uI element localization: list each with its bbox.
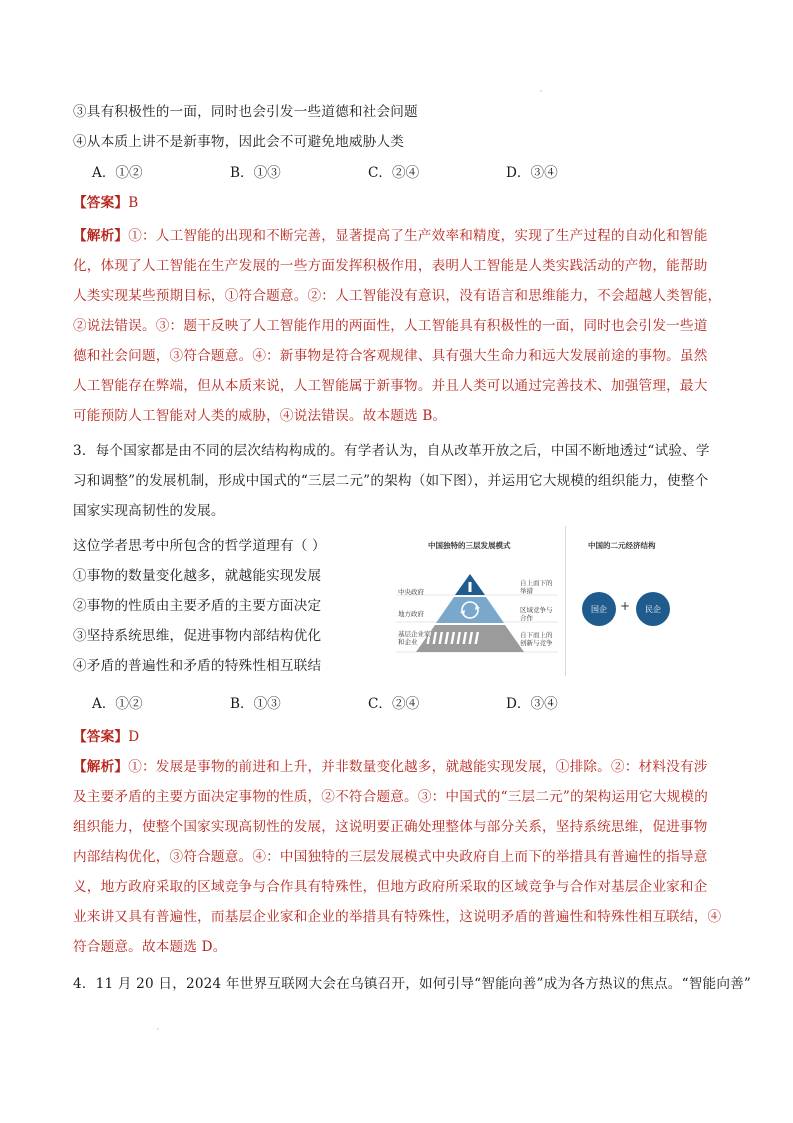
question3-analysis-line: 及主要矛盾的主要方面决定事物的性质，②不符合题意。③：中国式的“三层二元”的架构运用它大规模的 bbox=[73, 789, 709, 805]
question3-analysis-line bbox=[73, 757, 708, 777]
choice-c: C．②④ bbox=[368, 165, 420, 181]
question3-answer bbox=[73, 727, 139, 747]
question2-answer bbox=[73, 193, 138, 213]
question3-prompt: 这位学者思考中所包含的哲学道理有（ ） bbox=[73, 538, 326, 554]
private-enterprise-circle: 民企 bbox=[636, 592, 670, 626]
answer-value: B bbox=[128, 195, 139, 211]
state-enterprise-circle: 国企 bbox=[582, 592, 616, 626]
question2-option-3: ③具有积极性的一面，同时也会引发一些道德和社会问题 bbox=[73, 104, 418, 120]
many-bars-icon bbox=[426, 632, 479, 644]
question3-option-4: ④矛盾的普遍性和矛盾的特殊性相互联结 bbox=[73, 658, 322, 674]
plus-sign: + bbox=[620, 599, 631, 613]
choice-d: D．③④ bbox=[506, 696, 558, 712]
question3-option-2: ②事物的性质由主要矛盾的主要方面决定 bbox=[73, 598, 322, 614]
figure-right-title: 中国的二元经济结构 bbox=[588, 541, 656, 550]
question2-analysis-line: 化，体现了人工智能在生产发展的一些方面发挥积极作用，表明人工智能是人类实践活动的产物，能帮助 bbox=[73, 258, 708, 274]
question4-stem: 4．11 月 20 日，2024 年世界互联网大会在乌镇召开，如何引导“智能向善”成为各方热议的焦点。“智能向善” bbox=[73, 976, 752, 992]
question3-stem: 习和调整”的发展机制，形成中国式的“三层二元”的架构（如下图），并运用它大规模的组织能力，使整个 bbox=[73, 473, 709, 489]
question3-option-1: ①事物的数量变化越多，就越能实现发展 bbox=[73, 568, 322, 584]
single-bar-icon bbox=[469, 582, 472, 592]
label-central-government: 中央政府 bbox=[398, 588, 424, 596]
question3-stem: 3．每个国家都是由不同的层次结构构成的。有学者认为，自从改革开放之后，中国不断地透过“试验、学 bbox=[73, 443, 710, 459]
choice-d: D．③④ bbox=[506, 165, 558, 181]
question2-option-4: ④从本质上讲不是新事物，因此会不可避免地威胁人类 bbox=[73, 134, 405, 150]
question3-option-3: ③坚持系统思维，促进事物内部结构优化 bbox=[73, 628, 322, 644]
question3-analysis-line: 组织能力，使整个国家实现高韧性的发展，这说明要正确处理整体与部分关系，坚持系统思维，促进事物 bbox=[73, 819, 708, 835]
choice-c: C．②④ bbox=[368, 696, 420, 712]
choice-b: B．①③ bbox=[230, 165, 281, 181]
question2-analysis-line: 人类实现某些预期目标，①符合题意。②：人工智能没有意识，没有语言和思维能力，不会超越人类智能， bbox=[73, 288, 722, 304]
question3-choices bbox=[92, 694, 644, 714]
analysis-text: ①：人工智能的出现和不断完善，显著提高了生产效率和精度，实现了生产过程的自动化和智能 bbox=[128, 228, 708, 244]
choice-a: A．①② bbox=[92, 696, 143, 712]
answer-tag: 【答案】 bbox=[73, 729, 129, 745]
answer-value: D bbox=[128, 729, 140, 745]
label-bottom-up-innovation: 自下而上的 创新与竞争 bbox=[520, 631, 553, 647]
question2-choices bbox=[92, 163, 644, 183]
analysis-tag: 【解析】 bbox=[73, 228, 129, 244]
pyramid-graphic bbox=[368, 522, 568, 680]
speck bbox=[157, 1028, 159, 1030]
three-tier-diagram bbox=[368, 522, 720, 680]
label-regional-competition: 区域竞争与 合作 bbox=[520, 606, 553, 622]
answer-tag: 【答案】 bbox=[73, 195, 129, 211]
analysis-tag: 【解析】 bbox=[73, 759, 129, 775]
question3-analysis-line: 业来讲又具有普遍性，而基层企业家和企业的举措具有特殊性，这说明矛盾的普遍性和特殊性相互联结，④ bbox=[73, 909, 722, 925]
question2-analysis-line: 人工智能存在弊端，但从本质来说，人工智能属于新事物。并且人类可以通过完善技术、加强管理，最大 bbox=[73, 378, 708, 394]
question3-stem: 国家实现高韧性的发展。 bbox=[73, 503, 225, 519]
question2-analysis-line: 德和社会问题，③符合题意。④：新事物是符合客观规律、具有强大生命力和远大发展前途的事物。虽然 bbox=[73, 348, 708, 364]
choice-b: B．①③ bbox=[230, 696, 281, 712]
question3-analysis-line: 内部结构优化，③符合题意。④：中国独特的三层发展模式中央政府自上而下的举措具有普遍性的指导意 bbox=[73, 849, 708, 865]
question2-analysis-line bbox=[73, 226, 708, 246]
label-grassroots-enterprises: 基层企业家 和企业 bbox=[398, 630, 431, 646]
label-top-down-measures: 自上而下的 举措 bbox=[520, 579, 553, 595]
analysis-text: ①：发展是事物的前进和上升，并非数量变化越多，就越能实现发展，①排除。②：材料没有涉 bbox=[128, 759, 708, 775]
question3-analysis-line: 符合题意。故本题选 D。 bbox=[73, 939, 227, 955]
pyramid-tier-middle bbox=[436, 597, 504, 623]
question2-analysis-line: 可能预防人工智能对人类的威胁，④说法错误。故本题选 B。 bbox=[73, 408, 447, 424]
choice-a: A．①② bbox=[92, 165, 143, 181]
question3-analysis-line: 义，地方政府采取的区域竞争与合作具有特殊性，但地方政府所采取的区域竞争与合作对基层企业家和企 bbox=[73, 879, 708, 895]
figure-left-title: 中国独特的三层发展模式 bbox=[428, 541, 511, 550]
question2-analysis-line: ②说法错误。③：题干反映了人工智能作用的两面性，人工智能具有积极性的一面，同时也会引发一些道 bbox=[73, 318, 708, 334]
label-local-government: 地方政府 bbox=[398, 610, 424, 618]
speck bbox=[540, 90, 542, 92]
